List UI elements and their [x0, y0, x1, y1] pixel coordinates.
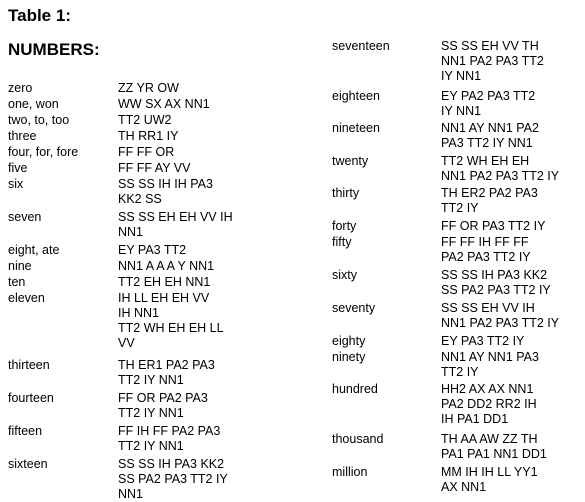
table-title: Table 1:	[8, 6, 71, 25]
entry-codes: EY PA3 TT2 IY	[441, 334, 525, 348]
entry-word: nineteen	[332, 121, 380, 135]
entry-word: seventeen	[332, 39, 390, 53]
entry-word: thousand	[332, 432, 384, 446]
entry-word: fourteen	[8, 391, 54, 405]
entry-word: twenty	[332, 154, 369, 168]
entry-word: sixty	[332, 268, 357, 282]
entry-codes: TT2 UW2	[118, 113, 172, 127]
entry-word: three	[8, 129, 37, 143]
entry-word: nine	[8, 259, 32, 273]
entry-word: million	[332, 465, 368, 479]
entry-codes: TT2 EH EH NN1	[118, 275, 211, 289]
entry-word: hundred	[332, 382, 378, 396]
entry-codes: FF FF OR	[118, 145, 175, 159]
entry-codes: WW SX AX NN1	[118, 97, 210, 111]
entry-codes: SS SS IH PA3 KK2 SS PA2 PA3 TT2 IY NN1	[118, 457, 228, 501]
entry-codes: FF FF AY VV	[118, 161, 191, 175]
entry-codes: EY PA2 PA3 TT2 IY NN1	[441, 89, 536, 118]
entry-word: ninety	[332, 350, 366, 364]
entry-codes: SS SS IH IH PA3 KK2 SS	[118, 177, 213, 206]
entry-codes: ZZ YR OW	[118, 81, 179, 95]
entry-word: eighteen	[332, 89, 380, 103]
entry-word: six	[8, 177, 24, 191]
entry-codes: TH ER1 PA2 PA3 TT2 IY NN1	[118, 358, 215, 387]
entry-word: five	[8, 161, 28, 175]
entry-word: two, to, too	[8, 113, 70, 127]
entry-codes: TH RR1 IY	[118, 129, 179, 143]
entry-codes: FF OR PA3 TT2 IY	[441, 219, 546, 233]
entry-word: seven	[8, 210, 42, 224]
entry-codes: EY PA3 TT2	[118, 243, 187, 257]
entry-word: eight, ate	[8, 243, 60, 257]
entry-word: eleven	[8, 291, 45, 305]
entry-codes: SS SS EH VV TH NN1 PA2 PA3 TT2 IY NN1	[441, 39, 544, 83]
entry-codes: TH AA AW ZZ TH PA1 PA1 NN1 DD1	[441, 432, 547, 461]
entry-word: thirty	[332, 186, 360, 200]
entry-codes: SS SS IH PA3 KK2 SS PA2 PA3 TT2 IY	[441, 268, 551, 297]
entry-codes: FF FF IH FF FF PA2 PA3 TT2 IY	[441, 235, 531, 264]
entry-word: zero	[8, 81, 33, 95]
entry-word: four, for, fore	[8, 145, 79, 159]
entry-word: fifteen	[8, 424, 43, 438]
section-heading: NUMBERS:	[8, 40, 100, 59]
entry-codes: HH2 AX AX NN1 PA2 DD2 RR2 IH IH PA1 DD1	[441, 382, 537, 426]
entry-codes: NN1 AY NN1 PA2 PA3 TT2 IY NN1	[441, 121, 539, 150]
entry-codes: NN1 AY NN1 PA3 TT2 IY	[441, 350, 539, 379]
entry-word: sixteen	[8, 457, 48, 471]
entry-codes: IH LL EH EH VV IH NN1 TT2 WH EH EH LL VV	[118, 291, 224, 350]
entry-codes: TT2 WH EH EH NN1 PA2 PA3 TT2 IY	[441, 154, 560, 183]
entry-codes: SS SS EH VV IH NN1 PA2 PA3 TT2 IY	[441, 301, 560, 330]
entry-codes: MM IH IH LL YY1 AX NN1	[441, 465, 538, 494]
entry-word: forty	[332, 219, 357, 233]
entry-word: thirteen	[8, 358, 50, 372]
entry-word: one, won	[8, 97, 59, 111]
entry-codes: FF IH FF PA2 PA3 TT2 IY NN1	[118, 424, 221, 453]
entry-codes: SS SS EH EH VV IH NN1	[118, 210, 233, 239]
entry-codes: TH ER2 PA2 PA3 TT2 IY	[441, 186, 538, 215]
entry-codes: NN1 A A A Y NN1	[118, 259, 215, 273]
entry-word: fifty	[332, 235, 352, 249]
entry-codes: FF OR PA2 PA3 TT2 IY NN1	[118, 391, 208, 420]
entry-word: ten	[8, 275, 26, 289]
entry-word: eighty	[332, 334, 366, 348]
entry-word: seventy	[332, 301, 376, 315]
